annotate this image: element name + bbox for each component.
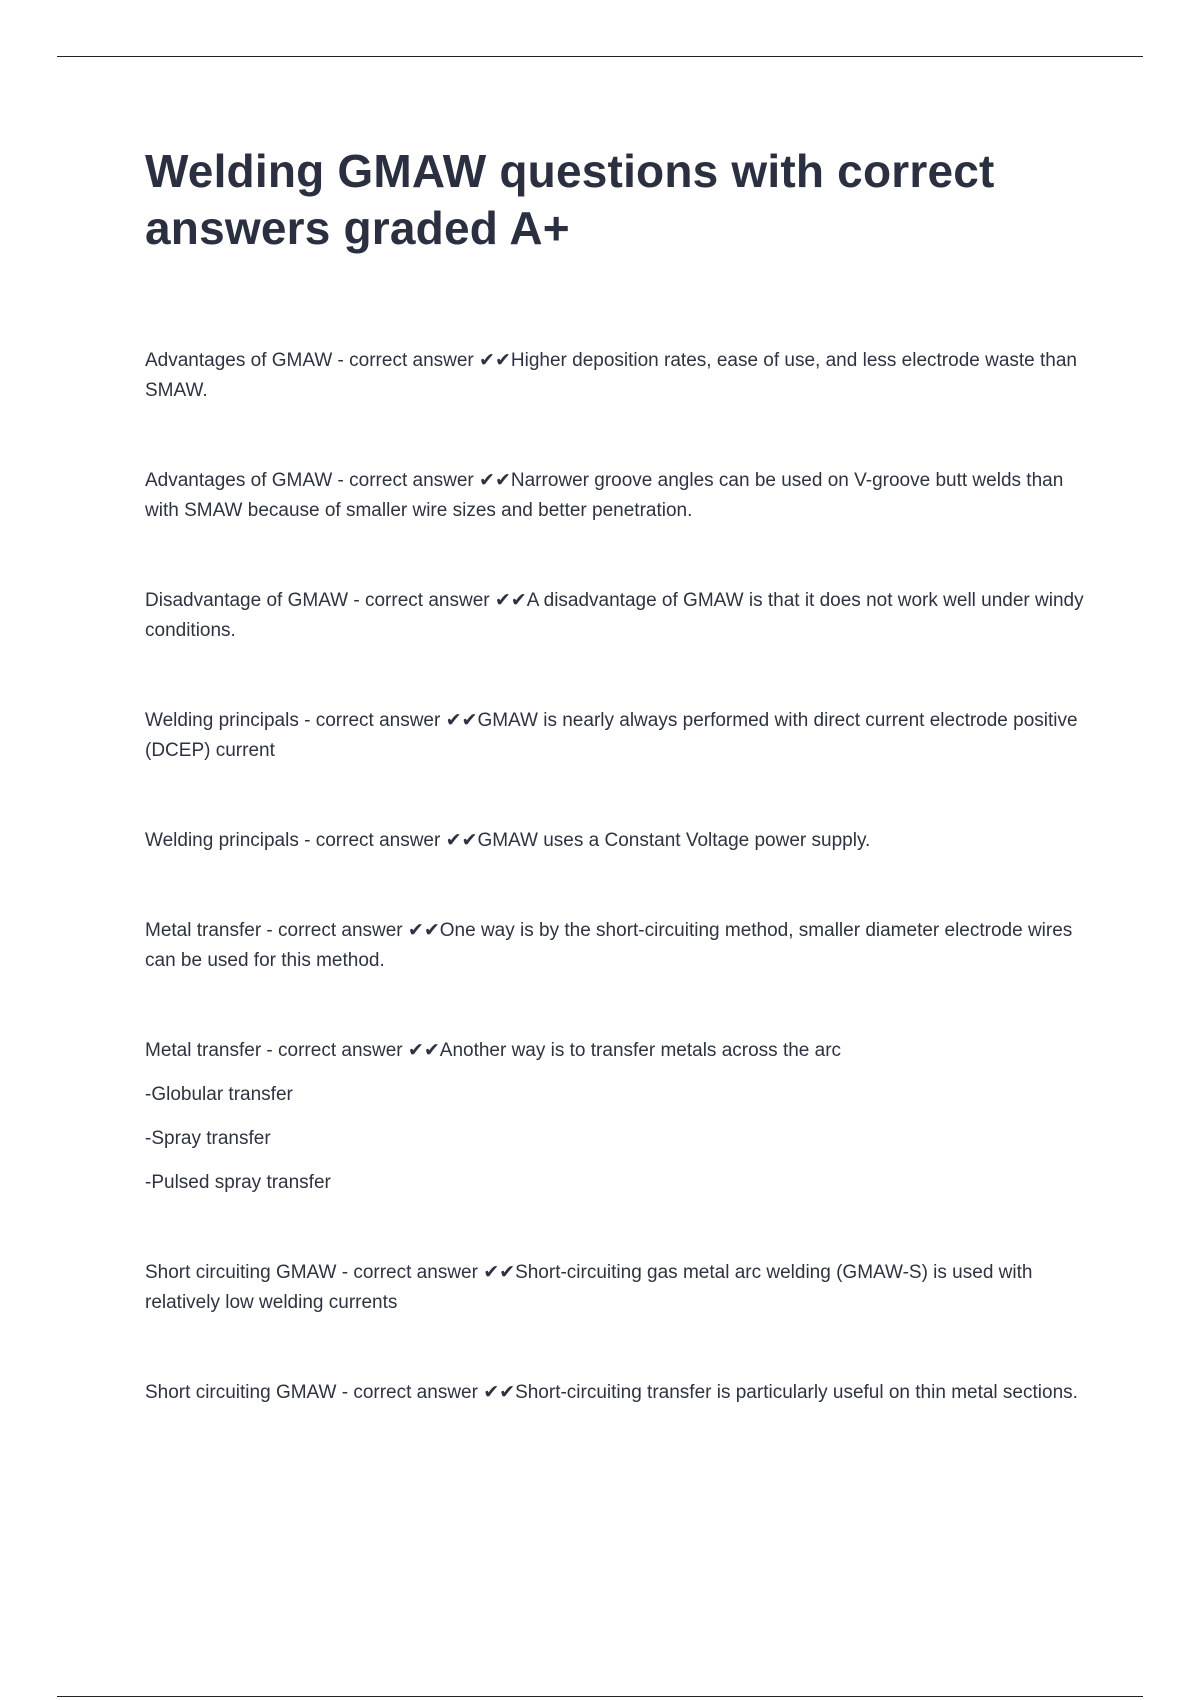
question: Short circuiting GMAW	[145, 1262, 337, 1283]
qa-item	[145, 916, 1095, 976]
question: Disadvantage of GMAW	[145, 590, 349, 611]
answer: One way is by the short-circuiting method, smaller diameter electrode wires can be used for this method.	[145, 920, 1073, 971]
separator: - correct answer	[261, 920, 408, 941]
qa-item	[145, 1258, 1095, 1318]
qa-item	[145, 346, 1095, 406]
answer: Higher deposition rates, ease of use, and less electrode waste than SMAW.	[145, 350, 1077, 401]
bottom-rule	[57, 1696, 1143, 1697]
question: Welding principals	[145, 710, 299, 731]
answer: Another way is to transfer metals across the arc	[439, 1040, 842, 1061]
question: Metal transfer	[145, 920, 262, 941]
list-item: -Globular transfer	[145, 1084, 293, 1105]
qa-main-line	[145, 1036, 1095, 1066]
qa-item	[145, 826, 1095, 856]
answer: GMAW is nearly always performed with direct current electrode positive (DCEP) current	[145, 710, 1078, 761]
answer: Short-circuiting transfer is particularly useful on thin metal sections.	[515, 1382, 1078, 1403]
top-rule	[57, 56, 1143, 57]
answer: Short-circuiting gas metal arc welding (GMAW-S) is used with relatively low welding currents	[145, 1262, 1033, 1313]
document-title: Welding GMAW questions with correct answers graded A+	[145, 145, 995, 254]
answer: A disadvantage of GMAW is that it does not work well under windy conditions.	[145, 590, 1084, 641]
list-item: -Pulsed spray transfer	[145, 1172, 331, 1193]
qa-item	[145, 1378, 1095, 1408]
check-marks: ✔✔	[445, 710, 478, 731]
qa-item	[145, 1036, 1095, 1198]
check-marks: ✔✔	[494, 590, 527, 611]
separator: - correct answer	[332, 350, 480, 371]
answer: Narrower groove angles can be used on V-groove butt welds than with SMAW because of smaller wire sizes and better penetration.	[145, 470, 1064, 521]
check-marks: ✔✔	[407, 1040, 440, 1061]
separator: - correct answer	[298, 830, 446, 851]
question: Metal transfer	[145, 1040, 262, 1061]
check-marks: ✔✔	[479, 350, 511, 371]
check-marks: ✔✔	[407, 920, 440, 941]
qa-item	[145, 586, 1095, 646]
question: Advantages of GMAW	[145, 350, 333, 371]
check-marks: ✔✔	[483, 1382, 516, 1403]
qa-item	[145, 706, 1095, 766]
check-marks: ✔✔	[479, 470, 511, 491]
qa-item	[145, 466, 1095, 526]
check-marks: ✔✔	[445, 830, 478, 851]
question: Advantages of GMAW	[145, 470, 333, 491]
separator: - correct answer	[348, 590, 495, 611]
separator: - correct answer	[298, 710, 446, 731]
qa-list	[145, 346, 1095, 1468]
list-item: -Spray transfer	[145, 1128, 271, 1149]
check-marks: ✔✔	[483, 1262, 516, 1283]
separator: - correct answer	[336, 1382, 484, 1403]
separator: - correct answer	[261, 1040, 408, 1061]
answer: GMAW uses a Constant Voltage power supply.	[477, 830, 871, 851]
question: Short circuiting GMAW	[145, 1382, 337, 1403]
question: Welding principals	[145, 830, 299, 851]
separator: - correct answer	[332, 470, 480, 491]
separator: - correct answer	[336, 1262, 484, 1283]
